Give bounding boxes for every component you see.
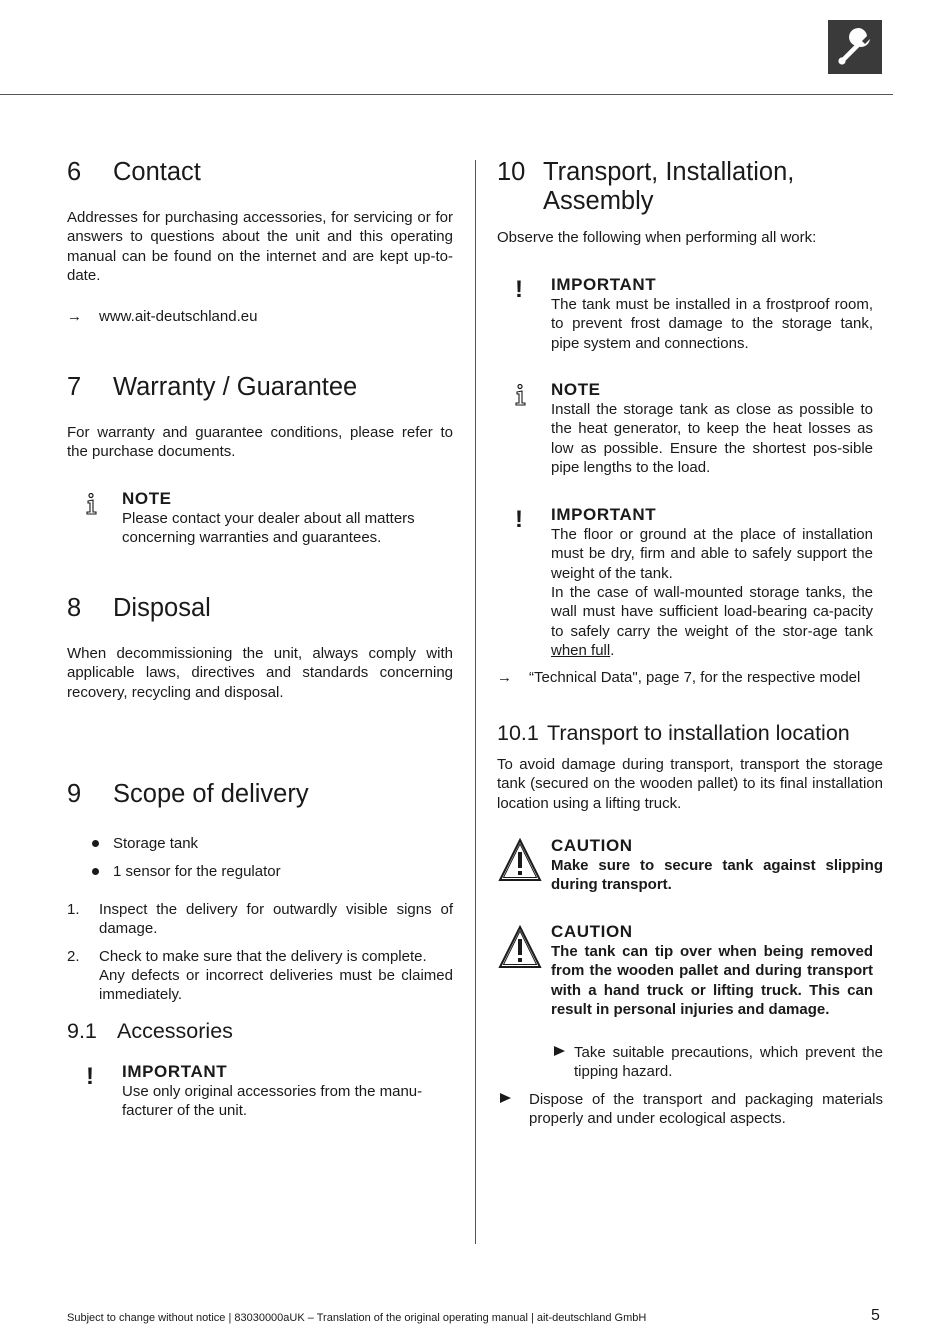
exclamation-icon: ! (515, 506, 523, 533)
warranty-body: For warranty and guarantee conditions, please refer to the purchase documents. (67, 424, 453, 461)
final-step-text: Dispose of the transport and packaging materials properly and under ecological aspects. (529, 1091, 883, 1128)
caution-label: CAUTION (551, 922, 633, 941)
step-triangle-icon (500, 1093, 511, 1103)
caution-text: Make sure to secure tank against slipping during transport. (551, 857, 883, 894)
list-item: 1 sensor for the regulator (113, 863, 281, 880)
step-text: Check to make sure that the delivery is complete. (99, 948, 427, 965)
important-label: IMPORTANT (551, 505, 657, 524)
arrow-icon: → (67, 308, 82, 325)
transport-location-body: To avoid damage during transport, transport the storage tank (secured on the wooden pallet) to its final installation location using a lifting truck. (497, 756, 883, 812)
column-divider (475, 160, 476, 1244)
caution-text: The tank can tip over when being removed from the wooden pallet and during transport with a hand truck or lifting truck. This can result in personal injuries and damage. (551, 943, 873, 1018)
warning-triangle-icon (498, 838, 542, 882)
step-triangle-icon (554, 1046, 565, 1056)
step-number: 2. (67, 948, 80, 965)
note-text: Install the storage tank as close as possible to the heat generator, to keep the heat losses as low as possible. Ensure the shortest pos-sible pipe lengths to the load. (551, 401, 873, 476)
bullet-icon (92, 840, 99, 847)
arrow-icon: → (497, 669, 512, 686)
caution-label: CAUTION (551, 836, 633, 855)
exclamation-icon: ! (515, 276, 523, 303)
wrench-icon (828, 20, 882, 74)
step-text: Take suitable precautions, which prevent the tipping hazard. (574, 1044, 883, 1081)
header-rule (0, 94, 893, 95)
important-label: IMPORTANT (122, 1062, 228, 1081)
note-text: Please contact your dealer about all matters concerning warranties and guarantees. (122, 510, 415, 547)
warning-triangle-icon (498, 925, 542, 969)
list-item: Storage tank (113, 835, 199, 852)
footer-text: Subject to change without notice | 83030000aUK – Translation of the original operating manual | ait-deutschland GmbH (67, 1312, 647, 1324)
important-text: The floor or ground at the place of installation must be dry, firm and able to safely support the weight of the tank. (551, 526, 873, 582)
page-number: 5 (871, 1307, 880, 1324)
step-text: Any defects or incorrect deliveries must be claimed immediately. (99, 967, 453, 1004)
contact-body: Addresses for purchasing accessories, for servicing or for answers to questions about the unit and this operating manual can be found on the internet and are kept up-to-date. (67, 209, 453, 284)
note-label: NOTE (122, 489, 172, 508)
bullet-icon (92, 868, 99, 875)
step-number: 1. (67, 901, 80, 918)
info-icon (85, 493, 99, 515)
disposal-body: When decommissioning the unit, always comply with applicable laws, directives and standards concerning recovery, recycling and disposal. (67, 645, 453, 701)
step-text: Inspect the delivery for outwardly visible signs of damage. (99, 901, 453, 938)
important-text: The tank must be installed in a frostproof room, to prevent frost damage to the storage tank, pipe system and connections. (551, 296, 873, 352)
contact-link[interactable]: www.ait-deutschland.eu (99, 308, 258, 325)
important-text: Use only original accessories from the manu-facturer of the unit. (122, 1083, 423, 1120)
info-icon (514, 384, 528, 406)
note-label: NOTE (551, 380, 601, 399)
important-label: IMPORTANT (551, 275, 657, 294)
exclamation-icon: ! (86, 1063, 94, 1090)
reference-link[interactable]: “Technical Data", page 7, for the respective model (529, 669, 861, 686)
important-text-2: In the case of wall-mounted storage tanks, the wall must have sufficient load-bearing ca-pacity to safely carry the weight of the stor-age tank when full. (551, 584, 873, 659)
transport-intro: Observe the following when performing all work: (497, 229, 817, 246)
